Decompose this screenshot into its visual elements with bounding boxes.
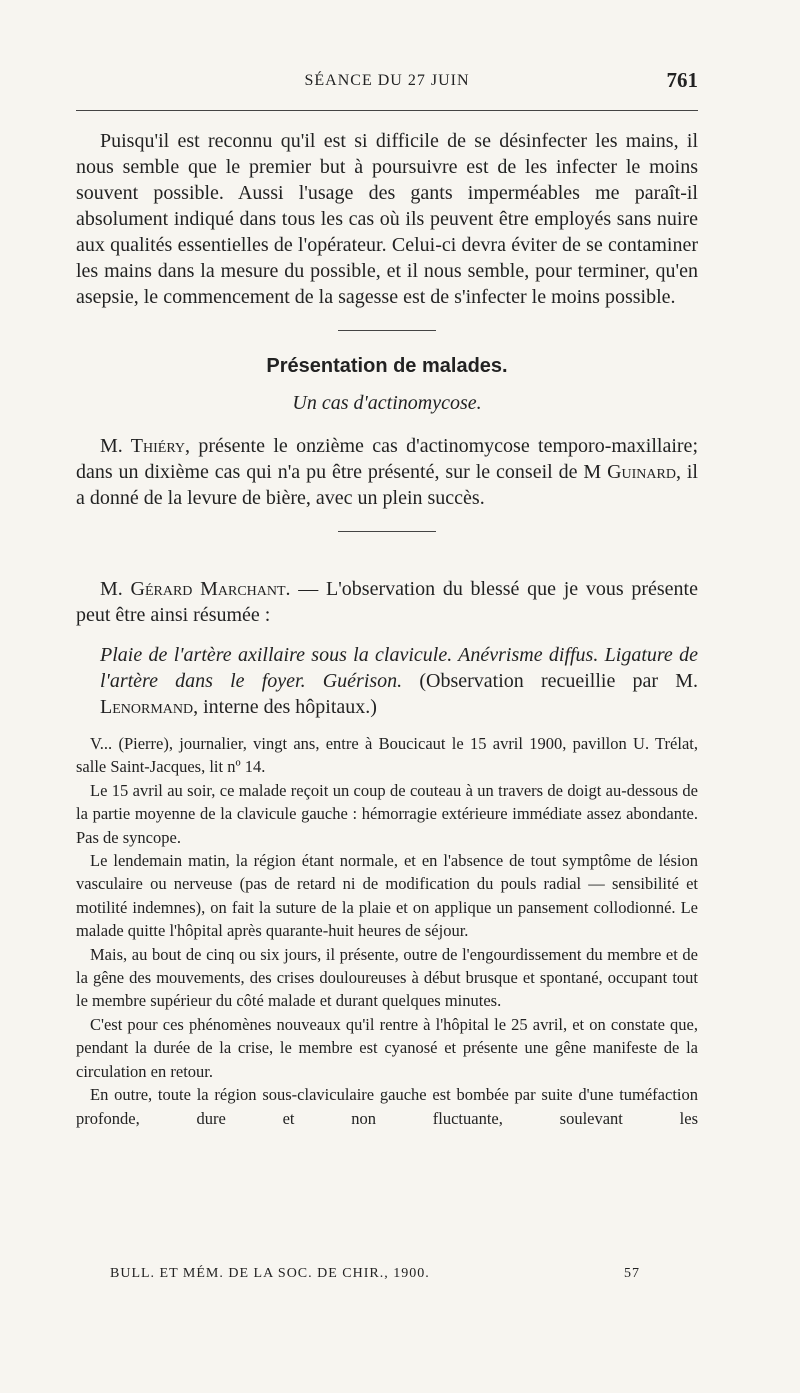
case-report	[76, 732, 698, 1130]
intern-name: Lenormand,	[100, 696, 199, 718]
thiery-text: présente le onzième cas d'actinomycose temporo-maxillaire; dans un dixième cas qui n'a pu être présenté, sur le conseil de M	[76, 435, 698, 483]
running-header	[76, 68, 698, 96]
marchant-paragraph	[76, 576, 698, 628]
case-paragraph: En outre, toute la région sous-claviculaire gauche est bombée par suite d'une tuméfaction profonde, dure et non fluctuante, soulevant les	[76, 1085, 698, 1128]
observation-title-text: (Observation recueillie par M.	[402, 670, 698, 692]
speaker-name: M. Thiéry,	[100, 435, 190, 457]
running-title: SÉANCE DU 27 JUIN	[304, 72, 470, 89]
separator-rule	[338, 330, 436, 331]
marchant-text: — L'observation du blessé que je vous présente peut être ainsi résumée :	[76, 578, 698, 626]
speaker-name: M. Gérard Marchant.	[100, 578, 291, 600]
case-paragraph: Mais, au bout de cinq ou six jours, il présente, outre de l'engourdissement du membre et de la gêne des mouvements, des crises douloureuses à début brusque et spontané, occupant tout le membre supérieur du côté malade et durant quelques minutes.	[76, 944, 698, 1011]
observation-title-italic: Plaie de l'artère axillaire sous la clavicule. Anévrisme diffus. Ligature de l'artère dans le foyer. Guérison.	[100, 644, 698, 692]
case-paragraph: V... (Pierre), journalier, vingt ans, entre à Boucicaut le 15 avril 1900, pavillon U. Trélat, salle Saint-Jacques, lit nº 14.	[76, 734, 698, 777]
case-paragraph: Le lendemain matin, la région étant normale, et en l'absence de tout symptôme de lésion vasculaire ou nerveuse (pas de retard ni de modification du pouls radial — sensibilité et motilité indemnes), on fait la suture de la plaie et on applique un pansement collodionné. Le malade quitte l'hôpital après quarante-huit heures de séjour.	[76, 851, 698, 941]
section-title: Présentation de malades.	[266, 355, 508, 377]
signature-number: 57	[624, 1266, 640, 1281]
intro-paragraph: Puisqu'il est reconnu qu'il est si difficile de se désinfecter les mains, il nous semble que le premier but à poursuivre est de les infecter le moins souvent possible. Aussi l'usage des gants imperméables me paraît-il absolument indiqué dans tous les cas où ils peuvent être employés sans nuire aux qualités essentielles de l'opérateur. Celui-ci devra éviter de se contaminer les mains dans la mesure du possible, et il nous semble, pour terminer, qu'en asepsie, le commencement de la sagesse est de s'infecter le moins possible.	[76, 130, 698, 308]
section-subtitle: Un cas d'actinomycose.	[292, 392, 482, 414]
observation-title	[76, 642, 698, 720]
separator-rule	[338, 531, 436, 532]
journal-reference: BULL. ET MÉM. DE LA SOC. DE CHIR., 1900.	[110, 1266, 430, 1281]
case-paragraph: C'est pour ces phénomènes nouveaux qu'il rentre à l'hôpital le 25 avril, et on constate que, pendant la durée de la crise, le membre est cyanosé et présente une gêne manifeste de la circulation en retour.	[76, 1014, 698, 1081]
observation-title-text-end: interne des hôpitaux.)	[198, 696, 377, 718]
thiery-text-end: il a donné de la levure de bière, avec un plein succès.	[76, 461, 698, 509]
page-body	[76, 128, 698, 1130]
thiery-paragraph	[76, 433, 698, 511]
page-number: 761	[666, 68, 698, 92]
case-paragraph: Le 15 avril au soir, ce malade reçoit un coup de couteau à un travers de doigt au-dessous de la partie moyenne de la clavicule gauche : hémorragie extérieure immédiate assez abondante. Pas de syncope.	[76, 780, 698, 847]
page-footer	[110, 1266, 640, 1282]
cited-name: Guinard,	[607, 461, 681, 483]
header-rule	[76, 110, 698, 111]
